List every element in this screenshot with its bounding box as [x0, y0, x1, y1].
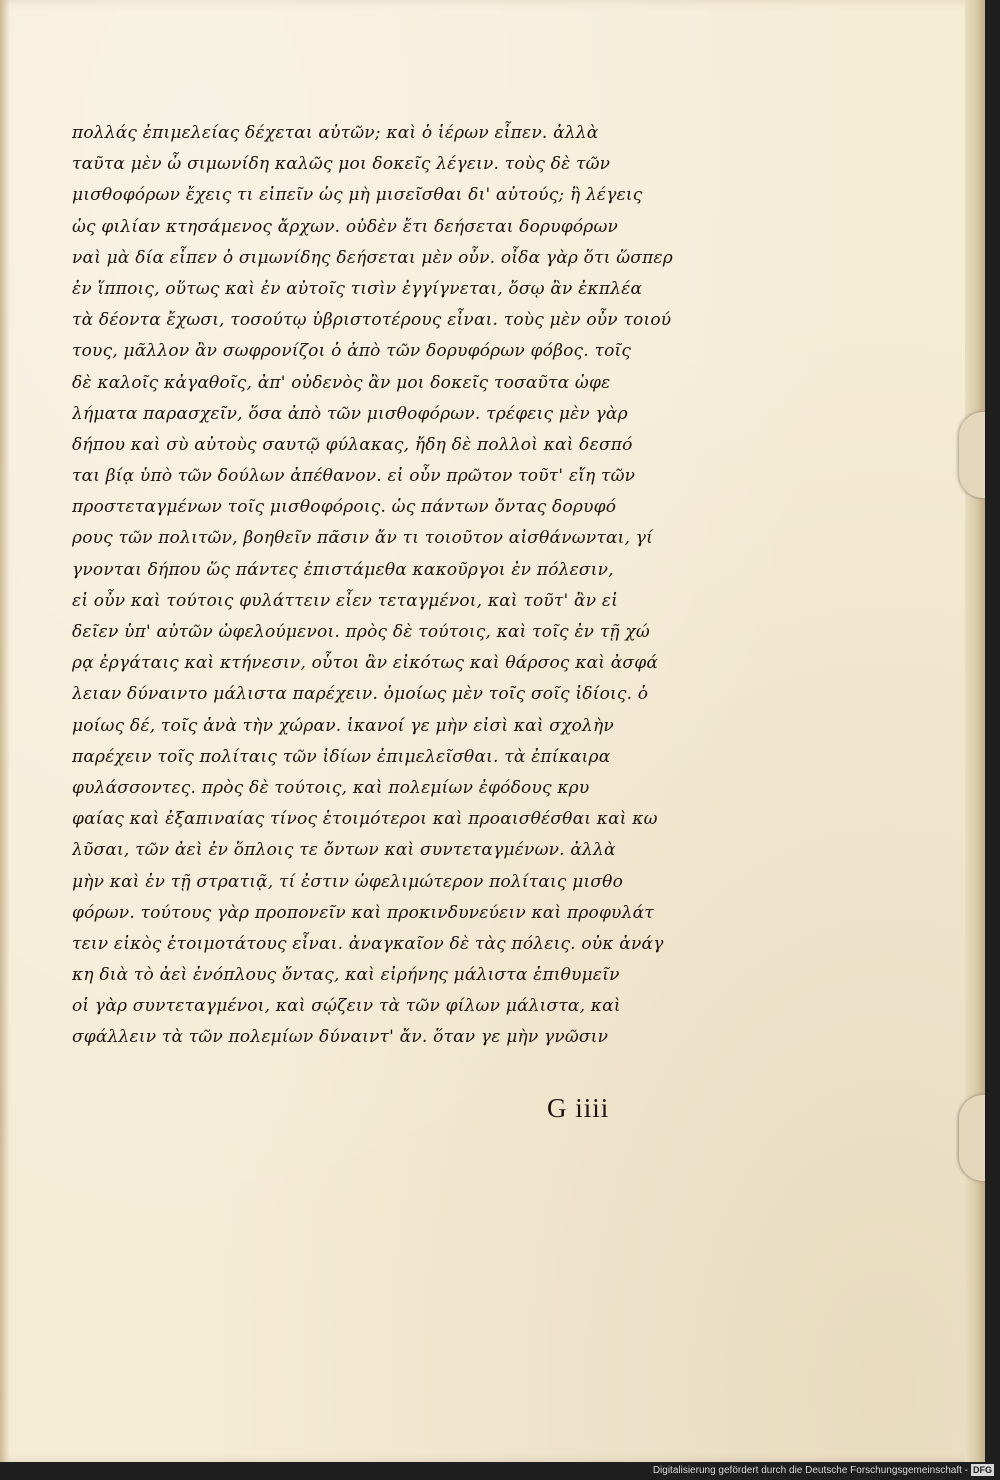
gutter-shadow [0, 0, 10, 1462]
greek-text-block [72, 118, 712, 1054]
text-line: προστεταγμένων τοῖς μισθοφόροις. ὡς πάντων ὄντας δορυφό [72, 497, 617, 518]
text-line: λήματα παρασχεῖν, ὅσα ἀπὸ τῶν μισθοφόρων. τρέφεις μὲν γὰρ [72, 403, 628, 424]
text-line: γνονται δήπου ὥς πάντες ἐπιστάμεθα κακοῦργοι ἐν πόλεσιν, [72, 559, 614, 580]
binding-tab-bottom [959, 1095, 985, 1181]
dfg-logo: DFG [973, 1465, 992, 1475]
text-line: τους, μᾶλλον ἂν σωφρονίζοι ὁ ἀπὸ τῶν δορυφόρων φόβος. τοῖς [72, 341, 632, 362]
credit-text: Digitalisierung gefördert durch die Deutsche Forschungsgemeinschaft - [652, 1465, 968, 1476]
page-edge [965, 0, 985, 1462]
binding-tab-top [959, 412, 985, 498]
text-line: ἐν ἵπποις, οὕτως καὶ ἐν αὐτοῖς τισὶν ἐγγίγνεται, ὅσῳ ἂν ἐκπλέα [72, 278, 643, 299]
signature-mark: G iiii [547, 1093, 610, 1123]
text-line: λειαν δύναιντο μάλιστα παρέχειν. ὁμοίως μὲν τοῖς σοῖς ἰδίοις. ὁ [72, 684, 649, 705]
text-line: δὲ καλοῖς κἀγαθοῖς, ἀπ' οὐδενὸς ἂν μοι δοκεῖς τοσαῦτα ὠφε [72, 372, 611, 393]
text-line: σφάλλειν τὰ τῶν πολεμίων δύναιντ' ἄν. ὅταν γε μὴν γνῶσιν [72, 1027, 609, 1048]
text-line: τὰ δέοντα ἔχωσι, τοσούτῳ ὑβριστοτέρους εἶναι. τοὺς μὲν οὖν τοιού [72, 310, 672, 331]
text-line: δεῖεν ὑπ' αὐτῶν ὠφελούμενοι. πρὸς δὲ τούτοις, καὶ τοῖς ἐν τῇ χώ [72, 622, 650, 642]
text-line: δήπου καὶ σὺ αὐτοὺς σαυτῷ φύλακας, ἤδη δὲ πολλοὶ καὶ δεσπό [72, 434, 633, 455]
text-line: μὴν καὶ ἐν τῇ στρατιᾷ, τί ἐστιν ὠφελιμώτερον πολίταις μισθο [72, 871, 624, 892]
digitization-credit [653, 1464, 994, 1476]
text-line: ρᾳ ἐργάταις καὶ κτήνεσιν, οὗτοι ἂν εἰκότως καὶ θάρσος καὶ ἀσφά [72, 653, 659, 674]
text-line: ὡς φιλίαν κτησάμενος ἄρχων. οὐδὲν ἔτι δεήσεται δορυφόρων [72, 216, 619, 237]
text-line: ναὶ μὰ δία εἶπεν ὁ σιμωνίδης δεήσεται μὲν οὖν. οἶδα γὰρ ὅτι ὥσπερ [72, 247, 673, 268]
text-line: λῦσαι, τῶν ἀεὶ ἐν ὅπλοις τε ὄντων καὶ συντεταγμένων. ἀλλὰ [72, 840, 616, 861]
text-line: εἰ οὖν καὶ τούτοις φυλάττειν εἶεν τεταγμένοι, καὶ τοῦτ' ἂν εἰ [72, 590, 619, 611]
text-line: κη διὰ τὸ ἀεὶ ἐνόπλους ὄντας, καὶ εἰρήνης μάλιστα ἐπιθυμεῖν [72, 965, 620, 986]
text-line: φαίας καὶ ἐξαπιναίας τίνος ἑτοιμότεροι καὶ προαισθέσθαι καὶ κω [72, 809, 658, 830]
text-line: οἱ γὰρ συντεταγμένοι, καὶ σῴζειν τὰ τῶν φίλων μάλιστα, καὶ [72, 996, 621, 1017]
text-line: φόρων. τούτους γὰρ προπονεῖν καὶ προκινδυνεύειν καὶ προφυλάτ [72, 902, 654, 923]
text-line: παρέχειν τοῖς πολίταις τῶν ἰδίων ἐπιμελεῖσθαι. τὰ ἐπίκαιρα [72, 746, 611, 767]
text-line: ται βίᾳ ὑπὸ τῶν δούλων ἀπέθανον. εἰ οὖν πρῶτον τοῦτ' εἴη τῶν [72, 466, 636, 487]
text-line: τειν εἰκὸς ἑτοιμοτάτους εἶναι. ἀναγκαῖον δὲ τὰς πόλεις. οὐκ ἀνάγ [72, 933, 664, 954]
text-line: φυλάσσοντες. πρὸς δὲ τούτοις, καὶ πολεμίων ἐφόδους κρυ [72, 777, 590, 798]
text-line: μισθοφόρων ἔχεις τι εἰπεῖν ὡς μὴ μισεῖσθαι δι' αὐτούς; ἢ λέγεις [72, 185, 643, 206]
text-line: μοίως δέ, τοῖς ἀνὰ τὴν χώραν. ἱκανοί γε μὴν εἰσὶ καὶ σχολὴν [72, 715, 614, 736]
text-line: πολλάς ἐπιμελείας δέχεται αὐτῶν; καὶ ὁ ἱέρων εἶπεν. ἀλλὰ [72, 123, 599, 143]
text-line: ρους τῶν πολιτῶν, βοηθεῖν πᾶσιν ἄν τι τοιοῦτον αἰσθάνωνται, γί [72, 528, 653, 549]
text-line: ταῦτα μὲν ὦ σιμωνίδη καλῶς μοι δοκεῖς λέγειν. τοὺς δὲ τῶν [72, 154, 611, 175]
